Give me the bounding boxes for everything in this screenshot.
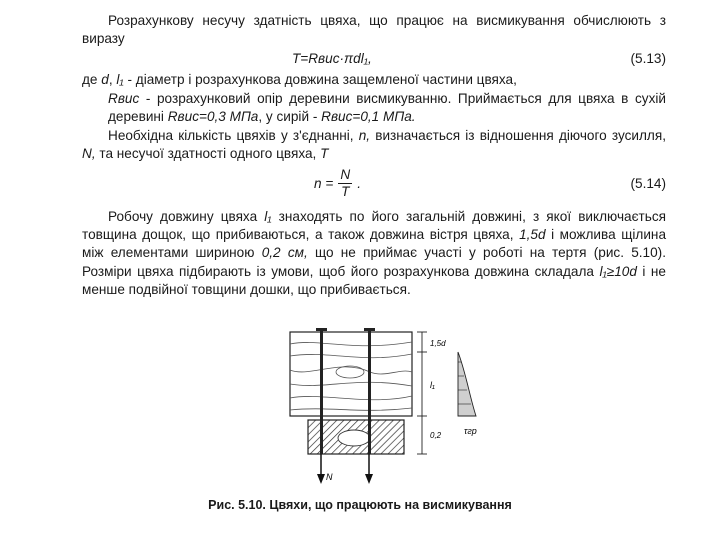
fraction-numerator: N [340, 167, 351, 182]
formula-5-14 [82, 168, 666, 198]
symbol-T: T [320, 146, 329, 162]
paragraph-nail-count [82, 127, 666, 163]
formula-5-13-number: (5.13) [630, 51, 666, 66]
length-text-5: і не менше подвійної товщини дошки, що прибивається. [82, 263, 666, 297]
paragraph-working-length [82, 208, 666, 299]
gap-width: 0,2 см, [261, 245, 308, 261]
resistance-text-1: - розрахунковий опір деревини висмикуванню. Приймається для цвяха в сухій деревині [108, 91, 666, 125]
fraction-denominator: T [341, 184, 350, 199]
intro-text: Розрахункову несучу здатність цвяха, що працює на висмикування обчислюють з виразу [82, 13, 666, 47]
length-text-1: Робочу довжину цвяха [108, 209, 265, 224]
symbol-l1-2: l₁ [264, 209, 272, 224]
stress-label: τгр [464, 426, 477, 436]
paragraph-intro [82, 12, 666, 48]
where-word: де [82, 72, 98, 87]
dimension-tip: 1,5d [430, 339, 446, 348]
figure-caption: Рис. 5.10. Цвяхи, що працюють на висмикування [208, 498, 512, 512]
formula-5-14-expression [314, 168, 361, 199]
dimension-l1: l₁ [430, 380, 435, 390]
count-text-3: та несучої здатності одного цвяха, [95, 146, 321, 162]
symbol-r-vis: Rвис [108, 91, 140, 106]
count-text-2: визначається із відношення діючого зусилля, [370, 128, 666, 143]
wet-wood-value: Rвис=0,1 МПа. [321, 109, 416, 125]
nail-withdrawal-figure [280, 328, 500, 488]
fraction [338, 168, 352, 199]
upper-board [290, 332, 412, 416]
force-label: N [326, 472, 333, 482]
symbol-d: d [101, 72, 109, 87]
length-text-2: знаходять по його загальній довжині, з якої виключається товщина дощок, що прибиваються, а також довжина вістря цвяха, [82, 209, 666, 243]
dimension-lines [417, 332, 427, 454]
formula-5-14-lhs: n = [314, 176, 334, 191]
length-condition: l₁≥10d [599, 263, 637, 279]
paragraph-definitions: де d, l₁ - діаметр і розрахункова довжина защемленої частини цвяха, [82, 72, 517, 87]
stress-diagram [458, 352, 476, 416]
symbol-N: N, [82, 146, 96, 162]
count-text-1: Необхідна кількість цвяхів у з'єднанні, [108, 128, 359, 143]
definitions-text: - діаметр і розрахункова довжина защемленої частини цвяха, [123, 72, 517, 87]
paragraph-resistance [82, 90, 666, 126]
formula-5-14-number: (5.14) [630, 176, 666, 191]
dimension-gap: 0,2 [430, 431, 442, 440]
length-text-4: що не приймає участі у роботі на тертя (рис. 5.10). Розміри цвяха підбирають із умови, щоб його розрахункова довжина складала [82, 245, 666, 279]
length-text-3: і можлива щілина між елементами шириною [82, 227, 667, 261]
symbol-n: n, [358, 128, 371, 143]
symbol-l1: l₁ [116, 72, 124, 87]
formula-5-14-tail: . [357, 176, 362, 191]
formula-5-13 [82, 51, 666, 69]
dry-wood-value: Rвис=0,3 МПа [167, 109, 259, 125]
tip-length: 1,5d [519, 227, 546, 243]
formula-5-13-expression: T=Rвис·πdl₁, [292, 51, 372, 66]
resistance-text-2: , у сирій - [258, 109, 322, 125]
